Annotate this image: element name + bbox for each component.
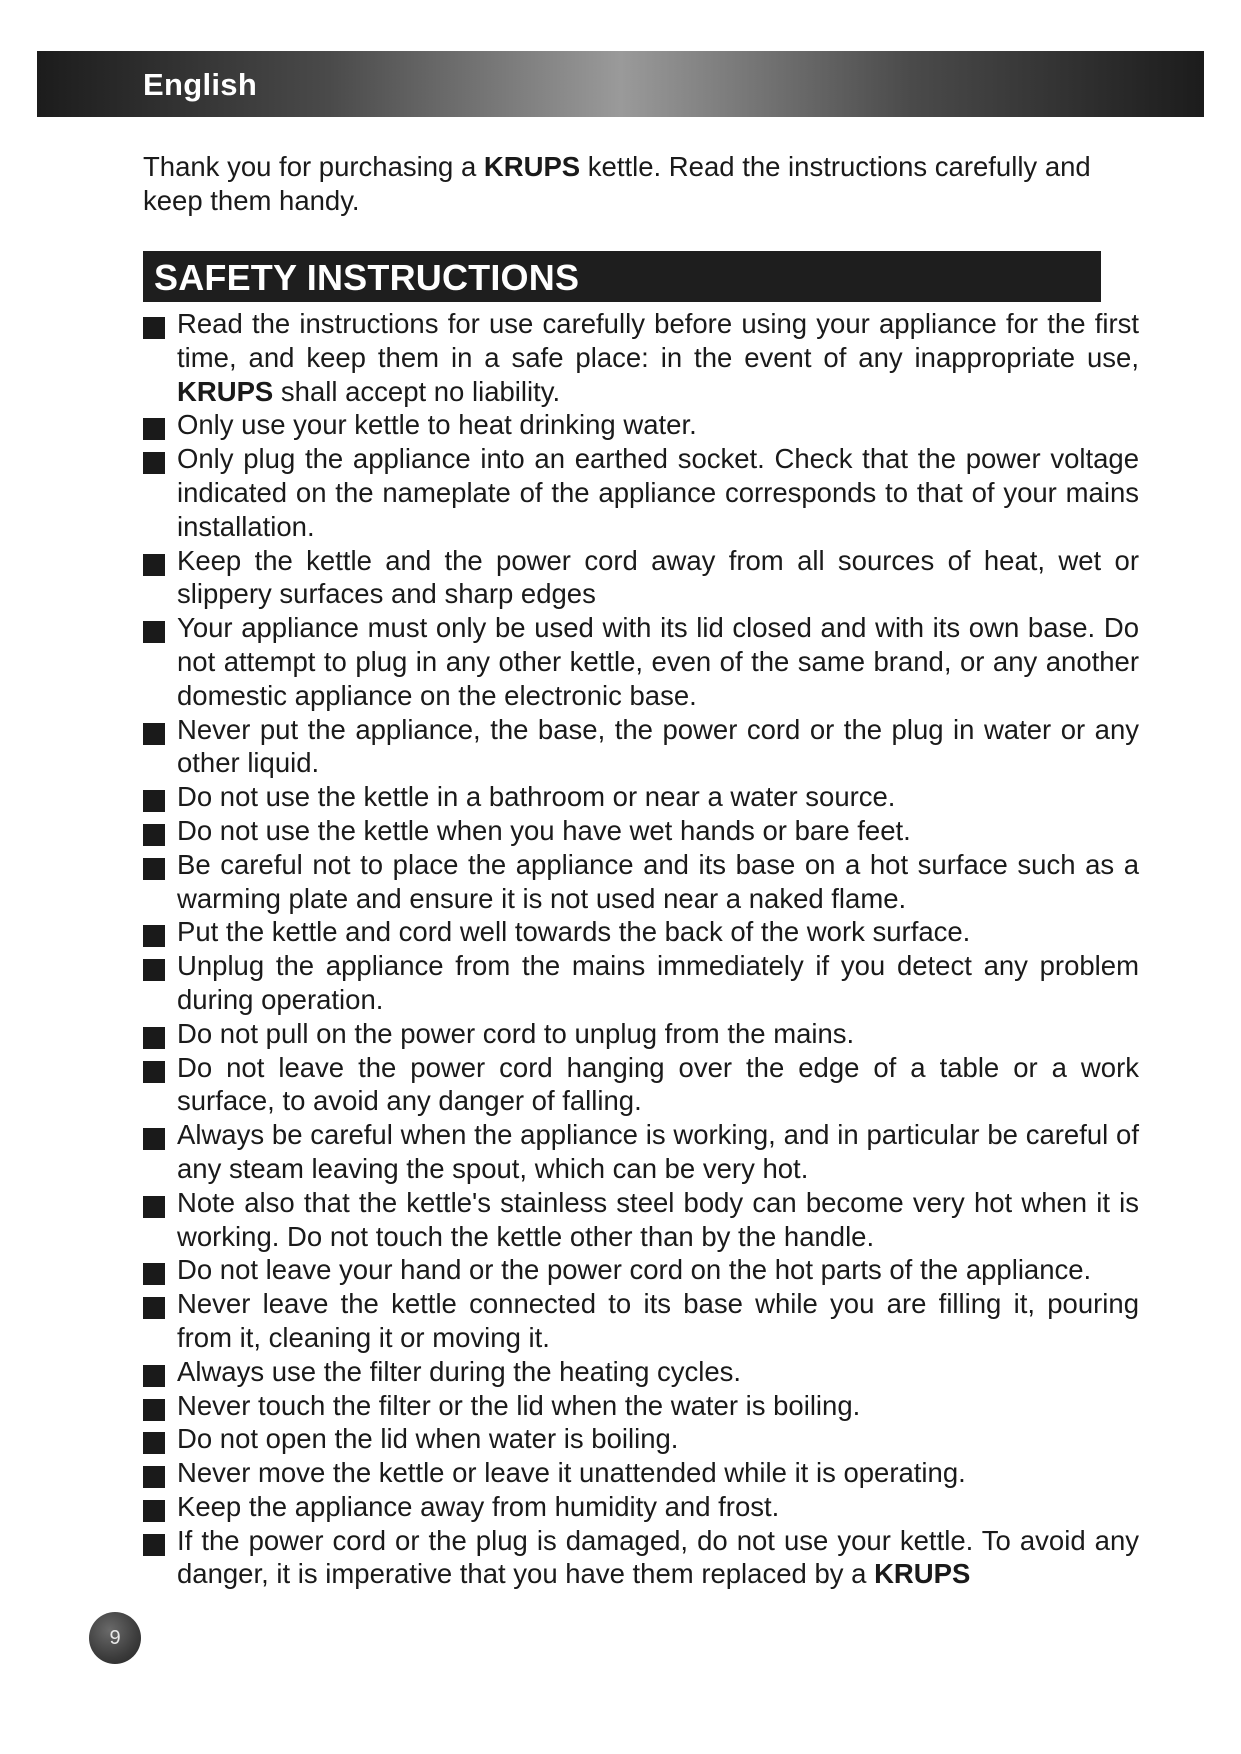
bullet-text-before: Never move the kettle or leave it unattended while it is operating. [177, 1457, 966, 1489]
bullet-text [177, 1355, 1139, 1389]
bullet-text-before: Always be careful when the appliance is working, and in particular be careful of any steam leaving the spout, which can be very hot. [177, 1119, 1139, 1184]
bullet-text-after: shall accept no liability. [273, 375, 561, 407]
bullet-text-before: Only plug the appliance into an earthed socket. Check that the power voltage indicated on the nameplate of the appliance corresponds to that of your mains installation. [177, 443, 1139, 542]
bullet-text-before: Do not open the lid when water is boiling. [177, 1423, 679, 1455]
bullet-text [177, 915, 1139, 949]
list-item [143, 1490, 1139, 1524]
bullet-text-before: Do not leave the power cord hanging over the edge of a table or a work surface, to avoid any danger of falling. [177, 1051, 1139, 1117]
bullet-square-icon [143, 1399, 165, 1421]
bullet-brand: KRUPS [874, 1558, 971, 1590]
bullet-text [177, 1524, 1139, 1592]
bullet-text-before: Do not leave your hand or the power cord on the hot parts of the appliance. [177, 1254, 1092, 1286]
bullet-square-icon [143, 1027, 165, 1049]
bullet-square-icon [143, 1061, 165, 1083]
bullet-brand: KRUPS [177, 375, 274, 407]
list-item [143, 1524, 1139, 1592]
bullet-text [177, 949, 1139, 1017]
bullet-square-icon [143, 1534, 165, 1556]
bullet-text [177, 307, 1139, 408]
bullet-text-before: Never put the appliance, the base, the power cord or the plug in water or any other liquid. [177, 713, 1139, 779]
list-item [143, 307, 1139, 408]
bullet-text-before: Your appliance must only be used with its lid closed and with its own base. Do not attempt to plug in any other kettle, even of the same brand, or any another domestic appliance on the electronic base. [177, 612, 1139, 711]
bullet-text [177, 848, 1139, 916]
language-label: English [143, 67, 258, 102]
bullet-square-icon [143, 1466, 165, 1488]
bullet-text-before: Unplug the appliance from the mains immediately if you detect any problem during operation. [177, 950, 1139, 1015]
bullet-text-before: Always use the filter during the heating cycles. [177, 1355, 742, 1387]
bullet-text-before: Keep the kettle and the power cord away from all sources of heat, wet or slippery surfaces and sharp edges [177, 544, 1139, 610]
safety-instructions-list [143, 307, 1139, 1591]
bullet-text-before: Do not pull on the power cord to unplug from the mains. [177, 1017, 855, 1049]
list-item [143, 1422, 1139, 1456]
bullet-square-icon [143, 554, 165, 576]
bullet-text-before: Never touch the filter or the lid when the water is boiling. [177, 1389, 861, 1421]
bullet-square-icon [143, 1196, 165, 1218]
language-header-bar [37, 51, 1204, 117]
list-item [143, 1253, 1139, 1287]
bullet-square-icon [143, 858, 165, 880]
bullet-text [177, 1017, 1139, 1051]
bullet-text [177, 611, 1139, 712]
bullet-square-icon [143, 959, 165, 981]
intro-text-after: kettle. Read the instructions carefully and keep them handy. [143, 151, 1091, 216]
list-item [143, 408, 1139, 442]
list-item [143, 713, 1139, 781]
bullet-text [177, 814, 1139, 848]
bullet-square-icon [143, 1432, 165, 1454]
section-header-bar [143, 251, 1101, 302]
bullet-square-icon [143, 925, 165, 947]
bullet-square-icon [143, 723, 165, 745]
bullet-text-before: Read the instructions for use carefully before using your appliance for the first time, and keep them in a safe place: in the event of any inappropriate use, [177, 308, 1139, 373]
bullet-square-icon [143, 452, 165, 474]
bullet-text [177, 1118, 1139, 1186]
list-item [143, 814, 1139, 848]
list-item [143, 544, 1139, 612]
bullet-square-icon [143, 418, 165, 440]
bullet-square-icon [143, 317, 165, 339]
bullet-text [177, 544, 1139, 612]
list-item [143, 949, 1139, 1017]
list-item [143, 1186, 1139, 1254]
list-item [143, 915, 1139, 949]
list-item [143, 780, 1139, 814]
bullet-text-before: Do not use the kettle when you have wet hands or bare feet. [177, 814, 911, 846]
bullet-text [177, 713, 1139, 781]
list-item [143, 1287, 1139, 1355]
bullet-text-before: Only use your kettle to heat drinking water. [177, 409, 697, 441]
bullet-text-before: Note also that the kettle's stainless steel body can become very hot when it is working. Do not touch the kettle other than by the handle. [177, 1186, 1139, 1252]
bullet-square-icon [143, 1500, 165, 1522]
bullet-text [177, 1456, 1139, 1490]
bullet-square-icon [143, 1263, 165, 1285]
bullet-text [177, 1389, 1139, 1423]
bullet-text [177, 442, 1139, 543]
bullet-square-icon [143, 790, 165, 812]
list-item [143, 1118, 1139, 1186]
section-title: SAFETY INSTRUCTIONS [154, 257, 580, 298]
bullet-square-icon [143, 824, 165, 846]
list-item [143, 442, 1139, 543]
bullet-text [177, 1490, 1139, 1524]
bullet-square-icon [143, 1128, 165, 1150]
intro-brand: KRUPS [483, 151, 581, 182]
bullet-text [177, 1186, 1139, 1254]
bullet-text [177, 1422, 1139, 1456]
bullet-text [177, 1253, 1139, 1287]
list-item [143, 1355, 1139, 1389]
bullet-text-before: If the power cord or the plug is damaged, do not use your kettle. To avoid any danger, it is imperative that you have them replaced by a [177, 1524, 1139, 1590]
list-item [143, 1389, 1139, 1423]
list-item [143, 1456, 1139, 1490]
bullet-text-before: Never leave the kettle connected to its base while you are filling it, pouring from it, cleaning it or moving it. [177, 1288, 1139, 1353]
bullet-text-before: Keep the appliance away from humidity and frost. [177, 1490, 780, 1522]
bullet-square-icon [143, 1365, 165, 1387]
bullet-square-icon [143, 621, 165, 643]
intro-paragraph [143, 150, 1103, 218]
intro-text-before: Thank you for purchasing a [143, 151, 484, 182]
list-item [143, 848, 1139, 916]
bullet-text-before: Be careful not to place the appliance and its base on a hot surface such as a warming plate and ensure it is not used near a naked flame. [177, 848, 1139, 914]
bullet-text [177, 408, 1139, 442]
bullet-square-icon [143, 1297, 165, 1319]
bullet-text [177, 780, 1139, 814]
list-item [143, 1017, 1139, 1051]
bullet-text [177, 1051, 1139, 1119]
bullet-text-before: Put the kettle and cord well towards the back of the work surface. [177, 916, 971, 948]
bullet-text-before: Do not use the kettle in a bathroom or near a water source. [177, 781, 896, 813]
page-number-badge: 9 [89, 1612, 141, 1664]
bullet-text [177, 1287, 1139, 1355]
list-item [143, 611, 1139, 712]
list-item [143, 1051, 1139, 1119]
